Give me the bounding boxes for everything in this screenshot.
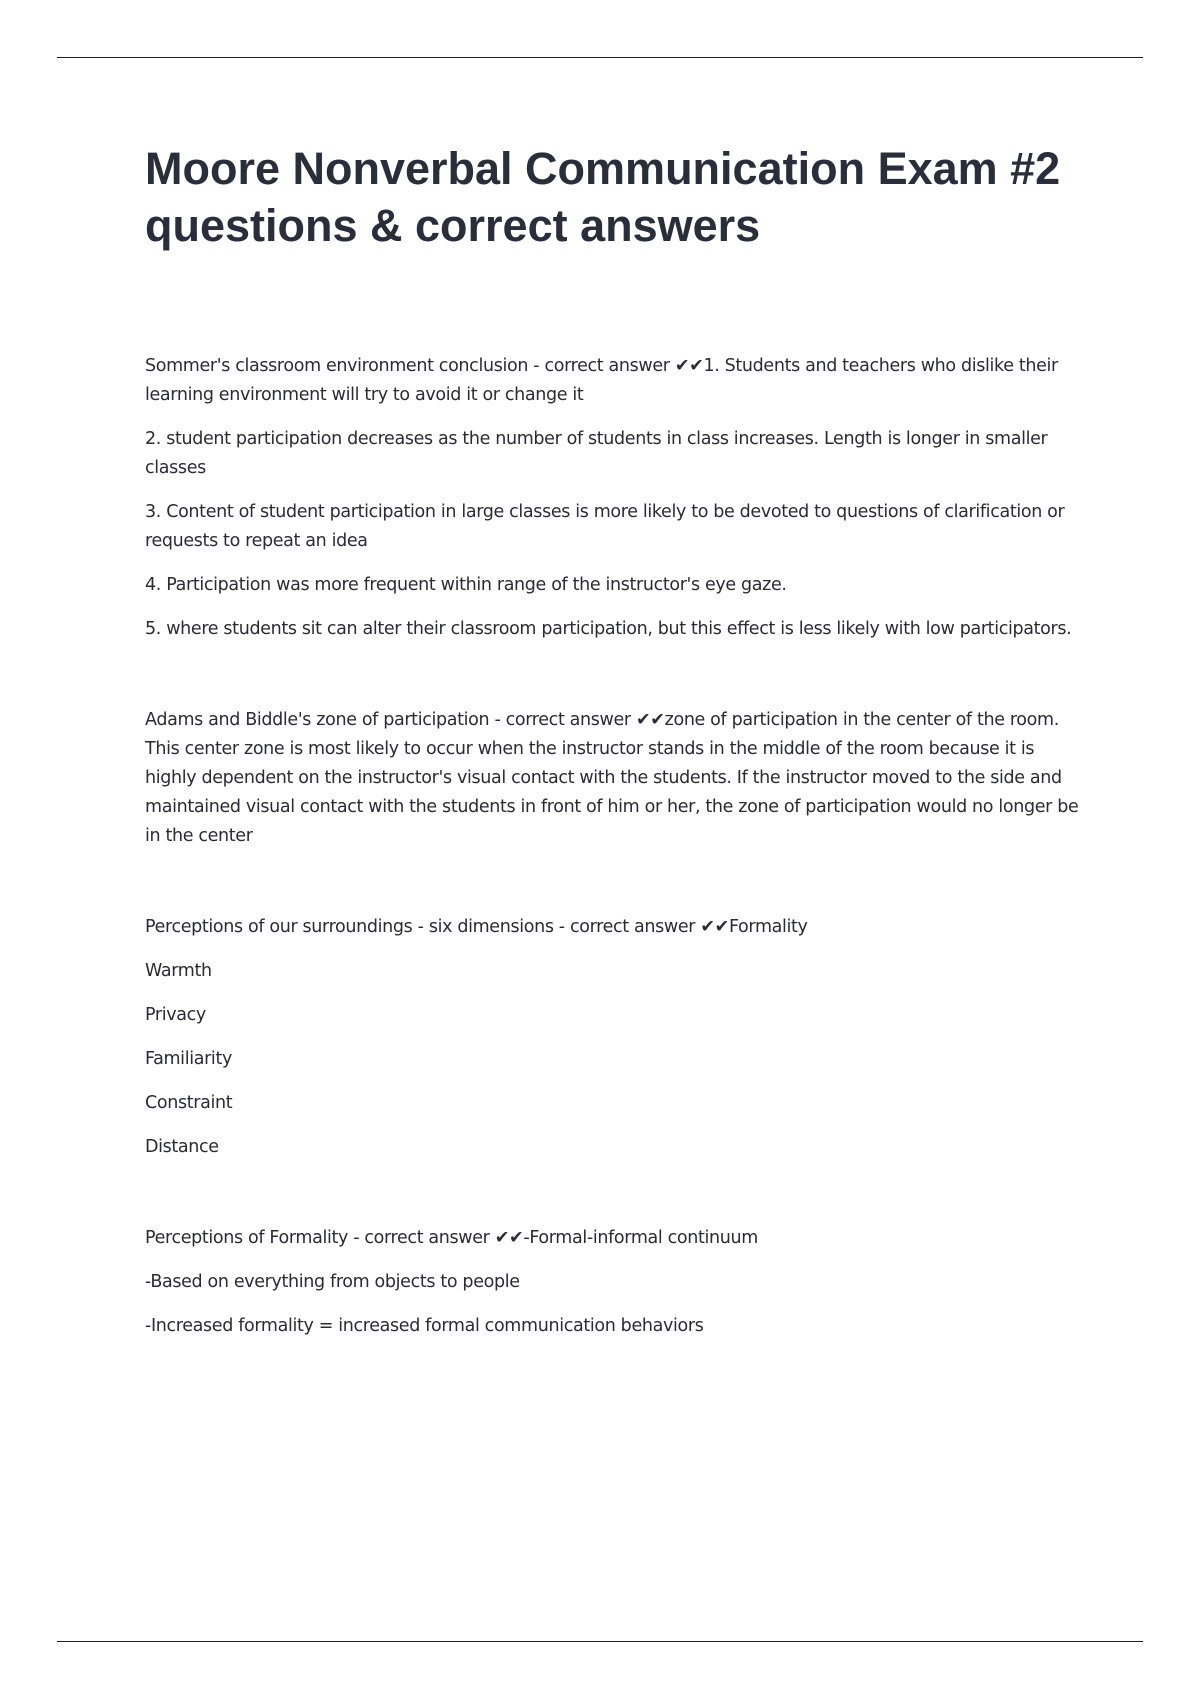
answer-paragraph: Perceptions of Formality - correct answer ✔✔-Formal-informal continuum [145,1228,758,1248]
answer-paragraph: Constraint [145,1093,233,1113]
answer-paragraph: -Increased formality = increased formal communication behaviors [145,1316,704,1336]
answer-paragraph: -Based on everything from objects to people [145,1272,520,1292]
qa-entry [145,913,1080,1162]
answer-paragraph: Adams and Biddle's zone of participation - correct answer ✔✔zone of participation in the center of the room. This center zone is most likely to occur when the instructor stands in the middle of the room because it is highly dependent on the instructor's visual contact with the students. If the instructor moved to the side and maintained visual contact with the students in front of him or her, the zone of participation would no longer be in the center [145,710,1079,846]
answer-paragraph: 5. where students sit can alter their classroom participation, but this effect is less likely with low participators. [145,619,1072,639]
page-title: Moore Nonverbal Communication Exam #2 questions & correct answers [145,143,1061,251]
answer-paragraph: Familiarity [145,1049,232,1069]
document-body [145,140,1080,1403]
answer-paragraph: Distance [145,1137,219,1157]
answer-paragraph: Warmth [145,961,212,981]
qa-list [145,352,1080,1341]
answer-paragraph: 2. student participation decreases as the number of students in class increases. Length is longer in smaller classes [145,429,1048,478]
footer-rule [57,1641,1143,1642]
answer-paragraph: 3. Content of student participation in large classes is more likely to be devoted to questions of clarification or requests to repeat an idea [145,502,1065,551]
qa-entry [145,706,1080,851]
answer-paragraph: 4. Participation was more frequent within range of the instructor's eye gaze. [145,575,787,595]
qa-entry [145,1224,1080,1341]
answer-paragraph: Sommer's classroom environment conclusion - correct answer ✔✔1. Students and teachers who dislike their learning environment will try to avoid it or change it [145,356,1058,405]
qa-entry [145,352,1080,644]
header-rule [57,57,1143,58]
answer-paragraph: Privacy [145,1005,206,1025]
answer-paragraph: Perceptions of our surroundings - six dimensions - correct answer ✔✔Formality [145,917,808,937]
